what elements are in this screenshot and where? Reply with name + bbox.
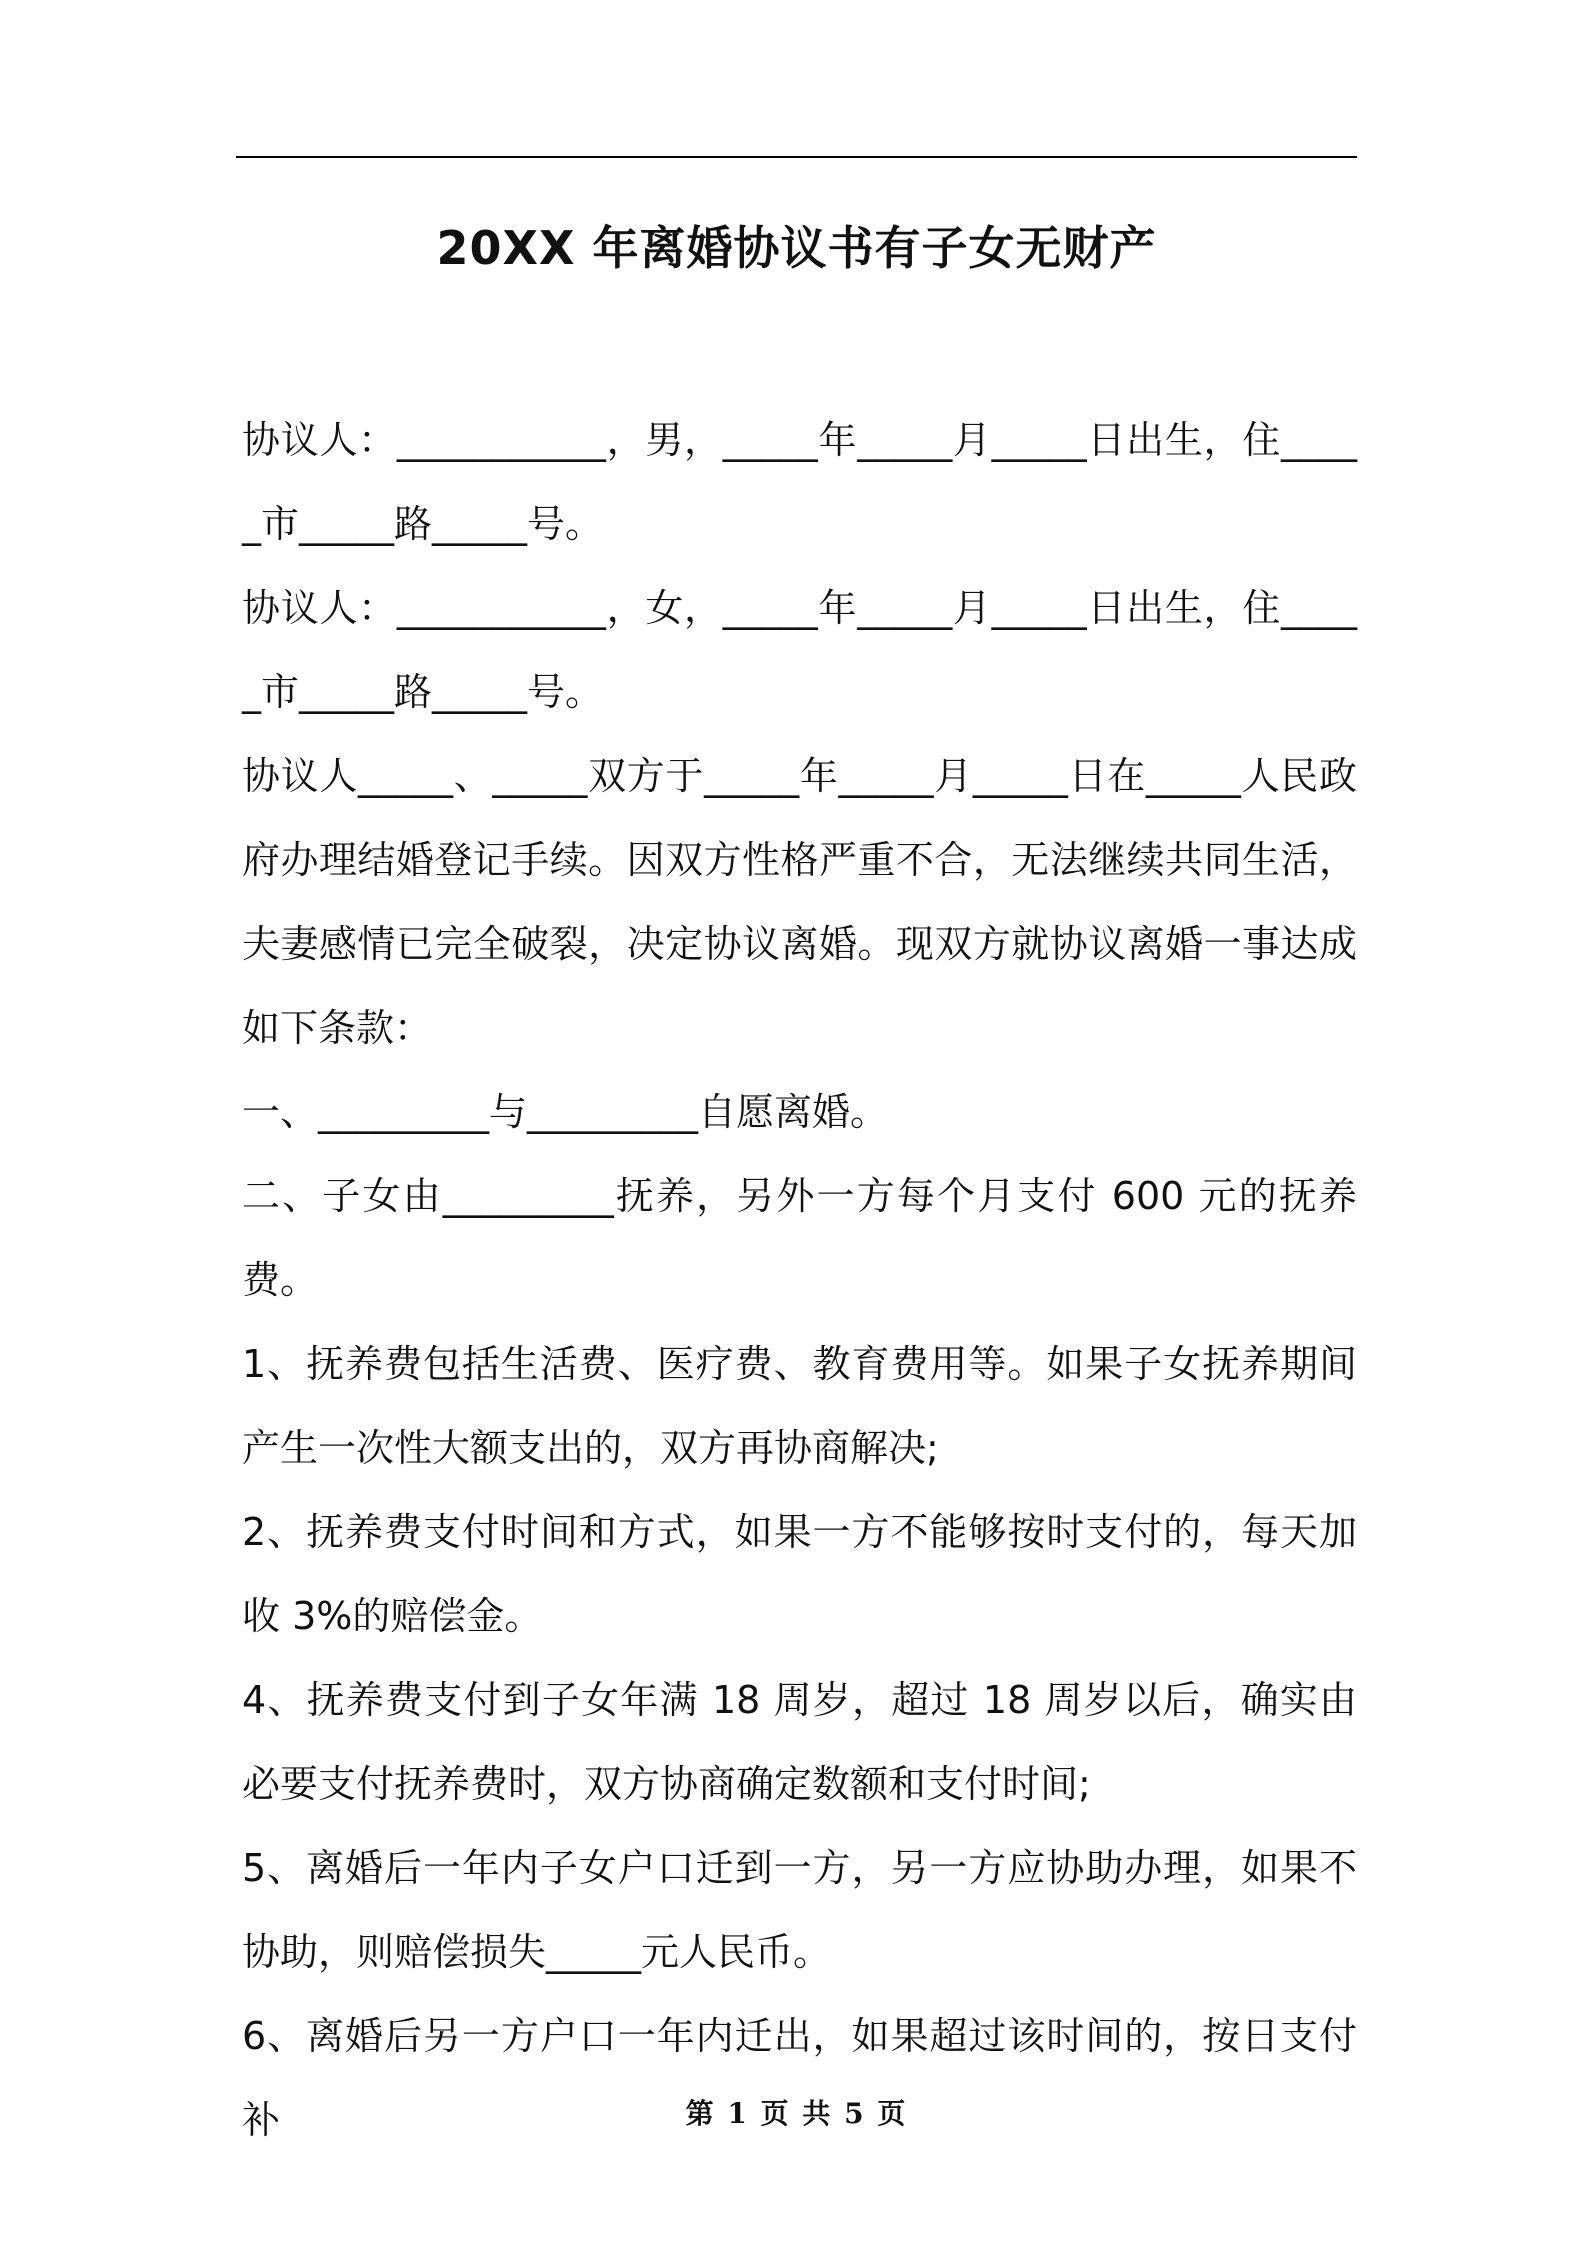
clause-divorce: 一、_________与_________自愿离婚。 <box>242 1090 889 1134</box>
document-body <box>242 398 1357 2162</box>
clause-item-1: 1、抚养费包括生活费、医疗费、教育费用等。如果子女抚养期间产生一次性大额支出的，双方再协商解决; <box>242 1342 1357 1470</box>
page-number-footer: 第 1 页 共 5 页 <box>685 2097 908 2130</box>
clause-custody: 二、子女由_________抚养，另外一方每个月支付 600 元的抚养费。 <box>242 1174 1357 1302</box>
header-rule <box>236 156 1357 158</box>
document-title: 20XX 年离婚协议书有子女无财产 <box>436 221 1157 275</box>
clause-item-2: 2、抚养费支付时间和方式，如果一方不能够按时支付的，每天加收 3%的赔偿金。 <box>242 1510 1357 1638</box>
party-two-paragraph: 协议人：___________，女，_____年_____月_____日出生，住_____市_____路_____号。 <box>242 586 1357 714</box>
clause-item-5: 5、离婚后一年内子女户口迁到一方，另一方应协助办理，如果不协助，则赔偿损失_____元人民币。 <box>242 1846 1357 1974</box>
party-one-paragraph: 协议人：___________，男，_____年_____月_____日出生，住_____市_____路_____号。 <box>242 418 1357 546</box>
preamble-paragraph: 协议人_____、_____双方于_____年_____月_____日在_____人民政府办理结婚登记手续。因双方性格严重不合，无法继续共同生活，夫妻感情已完全破裂，决定协议离婚。现双方就协议离婚一事达成如下条款： <box>242 754 1357 1050</box>
clause-item-4: 4、抚养费支付到子女年满 18 周岁，超过 18 周岁以后，确实由必要支付抚养费时，双方协商确定数额和支付时间; <box>242 1678 1357 1806</box>
clause-item-6: 6、离婚后另一方户口一年内迁出，如果超过该时间的，按日支付补 <box>242 2014 1357 2142</box>
